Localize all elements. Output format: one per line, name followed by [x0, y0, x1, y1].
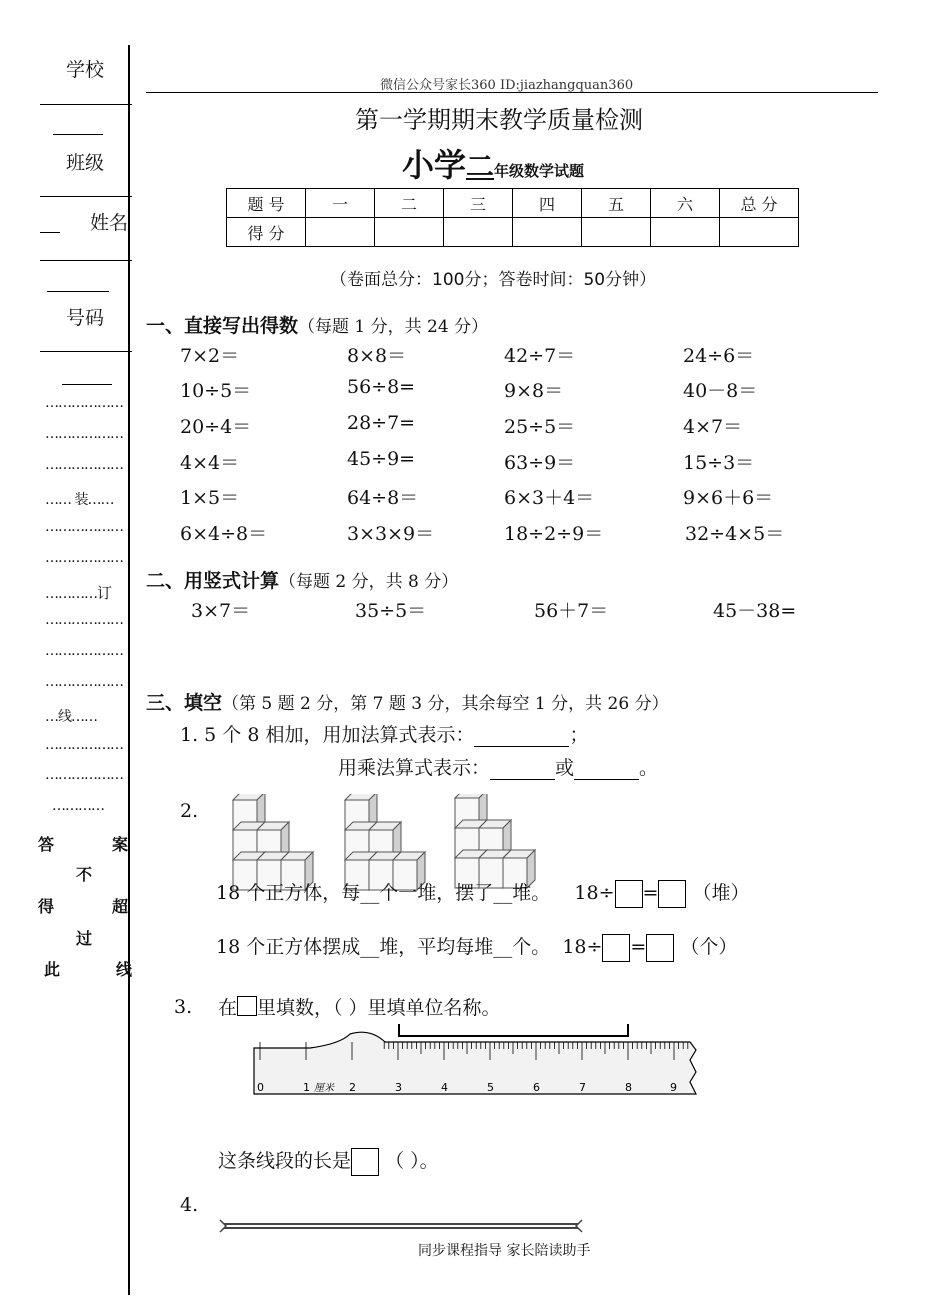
calc-item: 32÷4×5＝ — [685, 523, 785, 545]
calc-item: 25÷5＝ — [504, 416, 576, 438]
score-header: 四 — [513, 189, 582, 218]
warning-char: 答 — [38, 835, 55, 854]
score-header: 五 — [582, 189, 651, 218]
calc-item: 4×4＝ — [180, 452, 240, 474]
score-header: 三 — [444, 189, 513, 218]
q1-addition: 1. 5 个 8 相加，用加法算式表示： ； — [180, 724, 589, 746]
binding-dots: ……………… — [45, 643, 123, 659]
calc-item: 18÷2÷9＝ — [504, 523, 604, 545]
q2-line2: 18 个正方体摆成__堆，平均每堆__个。 18÷ = （个） — [216, 932, 737, 962]
exam-note: （卷面总分：100分；答卷时间：50分钟） — [330, 270, 657, 290]
warning-char: 此 — [44, 960, 61, 979]
footer-text: 同步课程指导 家长陪读助手 — [418, 1243, 591, 1259]
binding-dots: ……………… — [45, 519, 123, 535]
title-suffix: 年级数学试题 — [494, 162, 585, 180]
score-header: 六 — [651, 189, 720, 218]
calc-item: 9×6＋6＝ — [683, 487, 774, 509]
score-table — [226, 188, 799, 247]
binding-dots-zhuang: …… 装…… — [45, 492, 114, 508]
class-label: 班级 — [66, 152, 105, 174]
score-header: 总 分 — [720, 189, 799, 218]
binding-dots: ……………… — [45, 457, 123, 473]
binding-dots-ding: …………订 — [45, 584, 112, 602]
calc-item: 8×8＝ — [347, 345, 407, 367]
q2-number: 2. — [180, 800, 199, 822]
binding-dots-xian: …线…… — [45, 709, 97, 725]
class-rule[interactable] — [40, 196, 132, 197]
binding-line — [128, 45, 130, 1295]
q3-instruction: 在 里填数，（ ）里填单位名称。 — [218, 997, 501, 1019]
ruler-label: 2 — [349, 1081, 356, 1094]
score-cell[interactable] — [306, 218, 375, 247]
header-rule — [146, 92, 878, 93]
line-segment — [399, 1024, 628, 1036]
ruler-unit-label: 厘米 — [314, 1083, 334, 1094]
warning-char: 不 — [76, 865, 93, 884]
box-symbol — [237, 996, 257, 1016]
calc-item: 10÷5＝ — [180, 380, 252, 402]
score-header: 一 — [306, 189, 375, 218]
score-header: 二 — [375, 189, 444, 218]
score-row-label: 得 分 — [227, 218, 306, 247]
class-rule-2 — [40, 232, 60, 233]
ruler-label: 5 — [487, 1081, 494, 1094]
name-rule-2 — [47, 291, 109, 292]
score-cell[interactable] — [375, 218, 444, 247]
vertical-calc-item: 3×7＝ — [191, 600, 251, 622]
binding-dots: ……………… — [45, 674, 123, 690]
ruler-label: 3 — [395, 1081, 402, 1094]
q2-line1: 18 个正方体，每__个一堆，摆了__堆。 18÷ = （堆） — [216, 878, 749, 908]
calc-item: 6×4÷8＝ — [180, 523, 268, 545]
answer-box[interactable] — [351, 1148, 379, 1176]
answer-box[interactable] — [658, 880, 686, 908]
score-cell[interactable] — [513, 218, 582, 247]
ruler-label: 7 — [579, 1081, 586, 1094]
calc-item: 9×8＝ — [504, 380, 564, 402]
q3-answer: 这条线段的长是 （ ）。 — [218, 1146, 439, 1176]
school-rule-2 — [53, 134, 103, 135]
section3-heading: 三、填空（第 5 题 2 分，第 7 题 3 分，其余每空 1 分，共 26 分） — [146, 692, 669, 714]
number-label: 号码 — [66, 307, 105, 329]
cube-stack — [455, 794, 535, 888]
ruler-label: 0 — [257, 1081, 264, 1094]
vertical-calc-item: 45－38= — [713, 600, 797, 622]
name-rule[interactable] — [40, 260, 132, 261]
answer-blank[interactable] — [474, 724, 569, 747]
vertical-calc-item: 56＋7＝ — [534, 600, 609, 622]
ruler-label: 9 — [670, 1081, 677, 1094]
binding-dots: ……………… — [45, 426, 123, 442]
calc-item: 45÷9= — [347, 448, 416, 470]
section1-heading: 一、直接写出得数（每题 1 分，共 24 分） — [146, 315, 489, 337]
number-rule-2 — [62, 384, 112, 385]
calc-item: 7×2＝ — [180, 345, 240, 367]
score-cell[interactable] — [720, 218, 799, 247]
answer-blank[interactable] — [490, 757, 555, 780]
q3-number: 3. — [174, 996, 193, 1018]
answer-box[interactable] — [602, 934, 630, 962]
grade-blank[interactable]: 二 — [466, 150, 495, 183]
vertical-calc-item: 35÷5＝ — [355, 600, 427, 622]
calc-item: 20÷4＝ — [180, 416, 252, 438]
calc-item: 63÷9＝ — [504, 452, 576, 474]
warning-char: 案 — [112, 835, 129, 854]
answer-box[interactable] — [615, 880, 643, 908]
cube-stack — [233, 794, 313, 890]
ruler-figure — [250, 1020, 700, 1100]
calc-item: 3×3×9＝ — [347, 523, 435, 545]
title-prefix: 小学 — [402, 146, 467, 184]
cube-stack — [345, 794, 425, 890]
calc-item: 64÷8＝ — [347, 487, 419, 509]
name-label: 姓名 — [90, 212, 129, 234]
score-header: 题 号 — [227, 189, 306, 218]
binding-dots: ……………… — [45, 395, 123, 411]
warning-char: 超 — [112, 897, 129, 916]
score-cell[interactable] — [444, 218, 513, 247]
score-cell[interactable] — [582, 218, 651, 247]
answer-blank[interactable] — [574, 757, 639, 780]
warning-char: 过 — [76, 929, 93, 948]
school-rule[interactable] — [40, 104, 132, 105]
calc-item: 24÷6＝ — [683, 345, 755, 367]
ruler-label: 1 — [303, 1081, 310, 1094]
binding-dots: ……………… — [45, 737, 123, 753]
binding-dots: ……………… — [45, 767, 123, 783]
ruler-label: 6 — [533, 1081, 540, 1094]
calc-item: 42÷7＝ — [504, 345, 576, 367]
answer-box[interactable] — [646, 934, 674, 962]
calc-item: 4×7＝ — [683, 416, 743, 438]
q4-segment-figure — [218, 1218, 584, 1234]
q1-multiplication: 用乘法算式表示： 或 。 — [338, 757, 659, 779]
number-rule[interactable] — [40, 351, 132, 352]
calc-item: 1×5＝ — [180, 487, 240, 509]
calc-item: 28÷7= — [347, 412, 416, 434]
calc-item: 15÷3＝ — [683, 452, 755, 474]
calc-item: 40－8＝ — [683, 380, 758, 402]
warning-char: 得 — [38, 897, 55, 916]
binding-dots: ………… — [52, 798, 104, 814]
q4-number: 4. — [180, 1194, 199, 1216]
ruler-label: 4 — [441, 1081, 448, 1094]
subject-title — [402, 140, 584, 186]
binding-dots: ……………… — [45, 612, 123, 628]
watermark: 微信公众号家长360 ID:jiazhangquan360 — [380, 78, 634, 93]
ruler-label: 8 — [625, 1081, 632, 1094]
school-label: 学校 — [66, 59, 105, 81]
page-title: 第一学期期末教学质量检测 — [355, 106, 643, 134]
warning-char: 线 — [116, 960, 133, 979]
calc-item: 6×3＋4＝ — [504, 487, 595, 509]
section2-heading: 二、用竖式计算（每题 2 分，共 8 分） — [146, 570, 459, 592]
binding-dots: ……………… — [45, 550, 123, 566]
calc-item: 56÷8= — [347, 376, 416, 398]
score-cell[interactable] — [651, 218, 720, 247]
